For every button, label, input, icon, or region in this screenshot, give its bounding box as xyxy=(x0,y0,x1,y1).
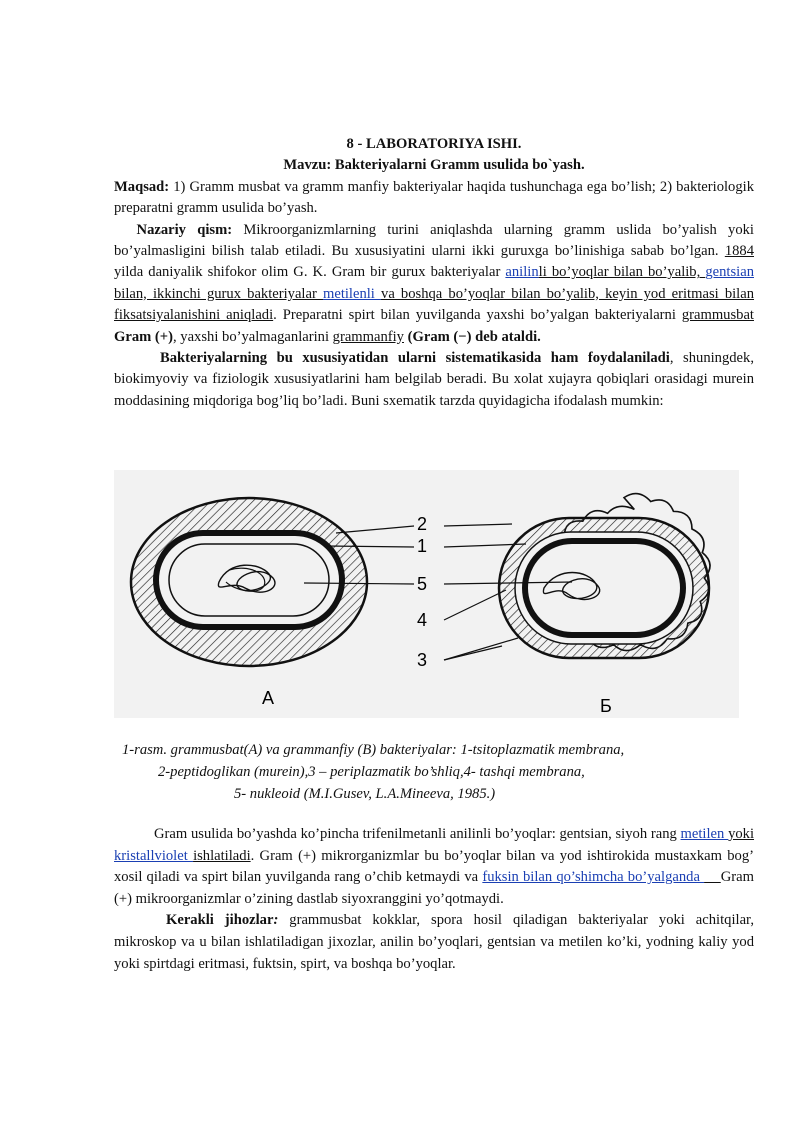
fuksin-link[interactable]: fuksin bilan qo’shimcha bo’yalganda xyxy=(482,869,705,886)
topic-subtitle: Mavzu: Bakteriyalarni Gramm usulida bo`yash. xyxy=(283,157,585,174)
theory-text-6: . Preparatni spirt bilan yuvilganda yaxshi bo’yalgan bakteriyalarni xyxy=(273,307,682,324)
kristallviolet-link[interactable]: kristallviolet xyxy=(114,847,194,864)
document-body-lower xyxy=(114,824,754,975)
caption-line-1: 1-rasm. grammusbat(A) va grammanfiy (B) bakteriyalar: 1-tsitoplazmatik membrana, xyxy=(122,742,625,758)
label-3: 3 xyxy=(417,650,428,670)
method-text-3: Gram (+) mikroorganizmlar o’zining dastlab siyoxranggini yo’qotmaydi. xyxy=(114,869,754,907)
label-4: 4 xyxy=(417,610,428,630)
ishlatiladi-text: ishlatiladi xyxy=(193,847,251,864)
systematics-paragraph xyxy=(114,348,754,412)
theory-label: Nazariy qism: xyxy=(136,221,233,238)
year-link: 1884 xyxy=(724,243,754,260)
equipment-paragraph xyxy=(114,910,754,975)
method-text-1: Gram usulida bo’yashda ko’pincha trifenilmetanli anilinli bo’yoqlar: gentsian, siyoh rang xyxy=(154,826,681,842)
figure-caption xyxy=(120,739,740,805)
caption-line-3: 5- nukleoid (M.I.Gusev, L.A.Mineeva, 1985.) xyxy=(234,786,496,802)
yoki-text: yoki xyxy=(728,826,755,842)
label-a: А xyxy=(262,688,275,708)
gram-method-paragraph xyxy=(114,824,754,910)
label-5: 5 xyxy=(417,574,428,594)
label-1: 1 xyxy=(417,536,428,556)
anilin-link[interactable]: anilin xyxy=(505,264,539,281)
equipment-colon: : xyxy=(273,912,279,929)
goal-paragraph xyxy=(114,177,754,220)
metilen-link[interactable]: metilen xyxy=(680,826,729,842)
bacteria-diagram xyxy=(114,470,739,718)
blank-underline xyxy=(704,869,721,885)
label-b: Б xyxy=(600,696,612,716)
gram-positive-label: Gram (+) xyxy=(114,328,173,345)
goal-label: Maqsad: xyxy=(114,178,170,195)
systematics-text: , shuningdek, biokimyoviy va fiziologik xususiyatlarini ham belgilab beradi. Bu xolat xujayra qobiqlari orasidagi murein moddasining miqdoriga bog’liq bo’ladi. Buni sxematik tarzda quyidagicha ifodalash mumkin: xyxy=(114,350,754,409)
label-2: 2 xyxy=(417,514,428,534)
page-title: 8 - LABORATORIYA ISHI. xyxy=(346,136,522,152)
gentsian-link[interactable]: gentsian xyxy=(705,264,754,281)
document-body xyxy=(114,134,754,412)
grammanfiy-term: grammanfiy xyxy=(332,328,404,345)
metilenli-link[interactable]: metilenli xyxy=(322,285,382,302)
theory-text-5: va boshqa bo’yoqlar bilan bo’yalib, keyin yod eritmasi bilan fiksatsiyalanishini aniqladi xyxy=(114,285,755,324)
goal-text: 1) Gramm musbat va gramm manfiy bakteriyalar haqida tushunchaga ega bo’lish; 2) bakteriologik preparatni gramm usulida bo’yash. xyxy=(114,178,754,217)
grammusbat-term: grammusbat xyxy=(681,307,754,324)
bacteria-figure xyxy=(114,470,739,718)
systematics-bold: Bakteriyalarning bu xususiyatidan ularni sistematikasida ham foydalaniladi xyxy=(160,350,670,367)
cell-b xyxy=(499,494,710,658)
theory-text-3: li bo’yoqlar bilan bo’yalib, xyxy=(538,264,706,281)
method-text-2: . Gram (+) mikrorganizmlar bu bo’yoqlar bilan va yod ishtirokida mustaxkam bog’ xosil qiladi va spirt bilan yuvilganda rang o’chib ketmaydi va xyxy=(114,847,754,886)
equipment-label: Kerakli jihozlar xyxy=(166,912,274,929)
theory-paragraph xyxy=(114,220,754,348)
cell-a xyxy=(131,498,367,666)
gram-negative-label: (Gram (−) deb ataldi. xyxy=(403,328,541,345)
theory-text-2: yilda daniyalik shifokor olim G. K. Gram bir gurux bakteriyalar xyxy=(114,264,506,281)
equipment-text: grammusbat kokklar, spora hosil qiladigan bakteriyalar yoki achitqilar, mikroskop va u bilan ishlatiladigan jixozlar, anilin bo’yoqlari, gentsian va metilen ko’ki, yodning kaliy yod yoki spirtdagi eritmasi, fuktsin, spirt, va boshqa bo’yoqlar. xyxy=(114,912,754,972)
theory-text-1: Mikroorganizmlarning turini aniqlashda ularning gramm uslida bo’yalish yoki bo’yalmasligini bilish talab etiladi. Bu xususiyatini ularni ikki guruxga bo’linishiga sabab bo’lgan. xyxy=(114,221,754,260)
caption-line-2: 2-peptidoglikan (murein),3 – periplazmatik bo’shliq,4- tashqi membrana, xyxy=(158,764,585,780)
theory-text-4: bilan, ikkinchi gurux bakteriyalar xyxy=(114,285,323,302)
theory-text-7: , yaxshi bo’yalmaganlarini xyxy=(172,328,333,345)
